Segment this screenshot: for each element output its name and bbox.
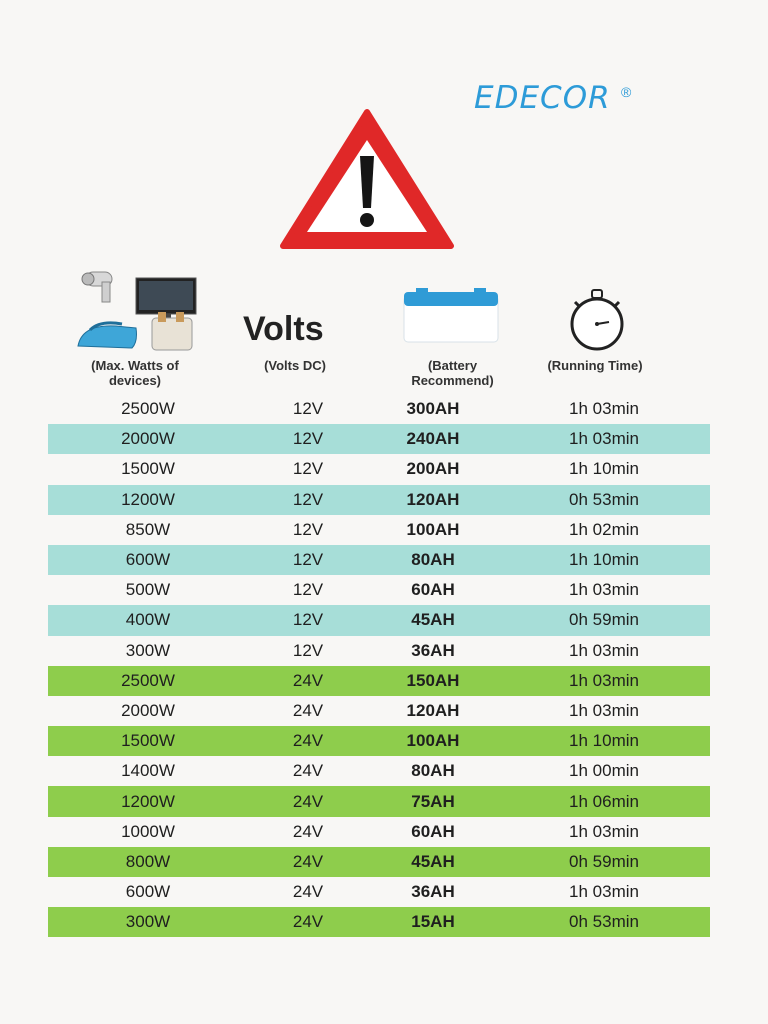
battery-cell: 45AH bbox=[411, 851, 455, 871]
table-row bbox=[48, 515, 710, 545]
volts-cell: 24V bbox=[292, 882, 324, 902]
watts-cell: 2500W bbox=[121, 670, 175, 690]
time-cell: 0h 59min bbox=[569, 610, 639, 630]
watts-cell: 850W bbox=[125, 519, 171, 539]
battery-icon bbox=[402, 286, 502, 344]
volts-cell: 24V bbox=[292, 851, 324, 871]
volts-cell: 24V bbox=[292, 821, 324, 841]
time-cell: 1h 10min bbox=[569, 459, 639, 479]
table-row bbox=[48, 786, 710, 816]
watts-cell: 2000W bbox=[121, 700, 175, 720]
volts-cell: 24V bbox=[292, 700, 324, 720]
battery-cell: 36AH bbox=[411, 640, 455, 660]
battery-cell: 200AH bbox=[406, 459, 460, 479]
time-cell: 1h 10min bbox=[569, 550, 639, 570]
table-row bbox=[48, 847, 710, 877]
watts-cell: 1500W bbox=[121, 459, 175, 479]
registered-mark: ® bbox=[621, 84, 632, 100]
battery-cell: 60AH bbox=[411, 580, 455, 600]
time-cell: 1h 00min bbox=[569, 761, 639, 781]
battery-cell: 80AH bbox=[411, 550, 455, 570]
table-row bbox=[48, 636, 710, 666]
volts-cell: 12V bbox=[292, 580, 324, 600]
volts-cell: 12V bbox=[292, 610, 324, 630]
appliances-icon bbox=[76, 268, 204, 354]
volts-cell: 24V bbox=[292, 731, 324, 751]
volts-cell: 12V bbox=[292, 519, 324, 539]
time-cell: 1h 03min bbox=[569, 821, 639, 841]
time-cell: 1h 03min bbox=[569, 640, 639, 660]
table-row bbox=[48, 394, 710, 424]
battery-cell: 36AH bbox=[411, 882, 455, 902]
watts-cell: 2500W bbox=[121, 399, 175, 419]
volts-cell: 12V bbox=[292, 399, 324, 419]
header-battery-recommend: (Battery Recommend) bbox=[411, 358, 494, 388]
time-cell: 1h 10min bbox=[569, 731, 639, 751]
table-row bbox=[48, 424, 710, 454]
time-cell: 1h 03min bbox=[569, 580, 639, 600]
header-running-time: (Running Time) bbox=[547, 358, 643, 373]
watts-cell: 300W bbox=[125, 912, 171, 932]
battery-cell: 150AH bbox=[406, 670, 460, 690]
battery-cell: 80AH bbox=[411, 761, 455, 781]
brand-logo: EDECOR bbox=[474, 80, 611, 116]
table-row bbox=[48, 454, 710, 484]
time-cell: 0h 59min bbox=[569, 851, 639, 871]
watts-cell: 800W bbox=[125, 851, 171, 871]
watts-cell: 1500W bbox=[121, 731, 175, 751]
header-volts-dc: (Volts DC) bbox=[264, 358, 326, 373]
battery-cell: 120AH bbox=[406, 489, 460, 509]
time-cell: 1h 03min bbox=[569, 882, 639, 902]
table-row bbox=[48, 545, 710, 575]
volts-cell: 12V bbox=[292, 640, 324, 660]
volts-cell: 24V bbox=[292, 912, 324, 932]
volts-cell: 24V bbox=[292, 670, 324, 690]
volts-cell: 12V bbox=[292, 550, 324, 570]
table-row bbox=[48, 907, 710, 937]
table-row bbox=[48, 485, 710, 515]
volts-cell: 12V bbox=[292, 489, 324, 509]
time-cell: 1h 03min bbox=[569, 700, 639, 720]
time-cell: 1h 03min bbox=[569, 399, 639, 419]
watts-cell: 400W bbox=[125, 610, 171, 630]
battery-cell: 300AH bbox=[406, 399, 460, 419]
time-cell: 1h 02min bbox=[569, 519, 639, 539]
battery-cell: 100AH bbox=[406, 519, 460, 539]
watts-cell: 1200W bbox=[121, 489, 175, 509]
warning-triangle-icon bbox=[277, 106, 457, 252]
volts-cell: 12V bbox=[292, 429, 324, 449]
header-max-watts: (Max. Watts of devices) bbox=[91, 358, 179, 388]
time-cell: 0h 53min bbox=[569, 912, 639, 932]
table-row bbox=[48, 877, 710, 907]
volts-cell: 12V bbox=[292, 459, 324, 479]
battery-cell: 100AH bbox=[406, 731, 460, 751]
battery-cell: 45AH bbox=[411, 610, 455, 630]
watts-cell: 500W bbox=[125, 580, 171, 600]
watts-cell: 1000W bbox=[121, 821, 175, 841]
table-row bbox=[48, 696, 710, 726]
watts-cell: 300W bbox=[125, 640, 171, 660]
table-row bbox=[48, 575, 710, 605]
time-cell: 0h 53min bbox=[569, 489, 639, 509]
battery-cell: 120AH bbox=[406, 700, 460, 720]
time-cell: 1h 06min bbox=[569, 791, 639, 811]
battery-cell: 240AH bbox=[406, 429, 460, 449]
stopwatch-icon bbox=[565, 286, 629, 352]
table-row bbox=[48, 817, 710, 847]
watts-cell: 600W bbox=[125, 882, 171, 902]
battery-table bbox=[48, 394, 710, 937]
volts-title: Volts bbox=[243, 310, 324, 348]
watts-cell: 2000W bbox=[121, 429, 175, 449]
watts-cell: 1400W bbox=[121, 761, 175, 781]
battery-cell: 15AH bbox=[411, 912, 455, 932]
time-cell: 1h 03min bbox=[569, 429, 639, 449]
volts-cell: 24V bbox=[292, 791, 324, 811]
battery-cell: 75AH bbox=[411, 791, 455, 811]
time-cell: 1h 03min bbox=[569, 670, 639, 690]
watts-cell: 1200W bbox=[121, 791, 175, 811]
table-row bbox=[48, 756, 710, 786]
table-row bbox=[48, 726, 710, 756]
watts-cell: 600W bbox=[125, 550, 171, 570]
table-row bbox=[48, 605, 710, 635]
battery-cell: 60AH bbox=[411, 821, 455, 841]
volts-cell: 24V bbox=[292, 761, 324, 781]
table-row bbox=[48, 666, 710, 696]
